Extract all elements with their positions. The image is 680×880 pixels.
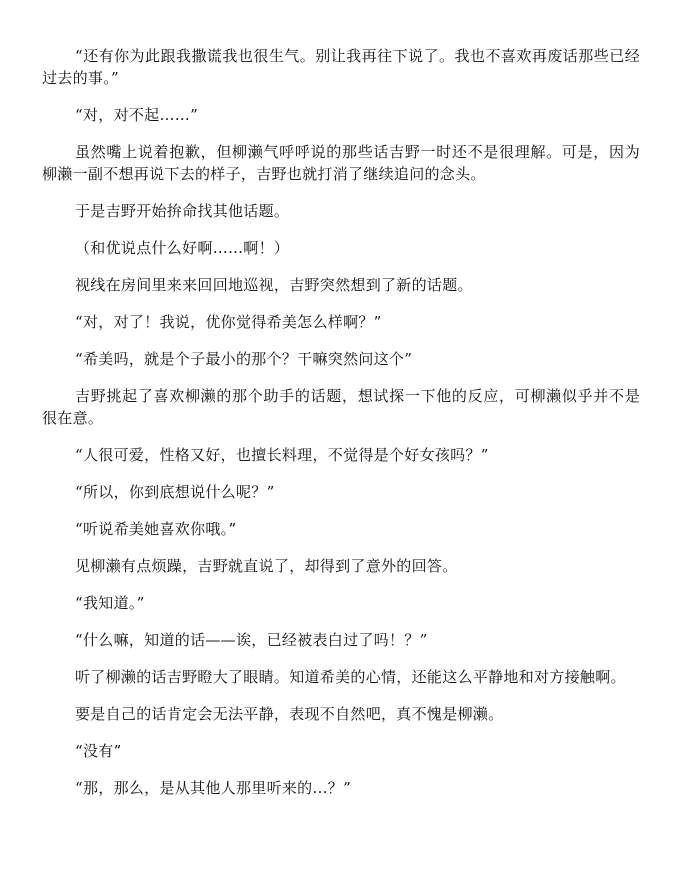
paragraph-7: “对，对了！我说，优你觉得希美怎么样啊？” <box>75 313 382 331</box>
paragraph-19: “那，那么，是从其他人那里听来的…？” <box>75 779 352 797</box>
paragraph-8: “希美吗，就是个子最小的那个？干嘛突然问这个” <box>75 350 413 368</box>
paragraph-18: “没有” <box>75 742 122 760</box>
paragraph-15: “什么嘛，知道的话——诶，已经被表白过了吗！？” <box>75 631 428 649</box>
paragraph-14: “我知道。” <box>75 594 145 612</box>
paragraph-5: （和优说点什么好啊……啊！） <box>75 239 290 257</box>
paragraph-1: “还有你为此跟我撒谎我也很生气。别让我再往下说了。我也不喜欢再废话那些已经过去的事。” <box>42 47 640 87</box>
paragraph-2: “对，对不起……” <box>75 106 199 124</box>
paragraph-12: “听说希美她喜欢你哦。” <box>75 520 237 538</box>
paragraph-17: 要是自己的话肯定会无法平静，表现不自然吧，真不愧是柳濑。 <box>75 705 504 723</box>
paragraph-10: “人很可爱，性格又好，也擅长料理，不觉得是个好女孩吗？” <box>75 446 489 464</box>
paragraph-9: 吉野挑起了喜欢柳濑的那个助手的话题，想试探一下他的反应，可柳濑似乎并不是很在意。 <box>42 387 640 427</box>
paragraph-3: 虽然嘴上说着抱歉，但柳濑气呼呼说的那些话吉野一时还不是很理解。可是，因为柳濑一副不想再说下去的样子，吉野也就打消了继续追问的念头。 <box>42 143 640 183</box>
paragraph-6: 视线在房间里来来回回地巡视，吉野突然想到了新的话题。 <box>75 276 473 294</box>
paragraph-11: “所以，你到底想说什么呢？” <box>75 483 275 501</box>
paragraph-4: 于是吉野开始拚命找其他话题。 <box>75 202 290 220</box>
paragraph-13: 见柳濑有点烦躁，吉野就直说了，却得到了意外的回答。 <box>75 557 458 575</box>
paragraph-16: 听了柳濑的话吉野瞪大了眼睛。知道希美的心情，还能这么平静地和对方接触啊。 <box>75 668 626 686</box>
